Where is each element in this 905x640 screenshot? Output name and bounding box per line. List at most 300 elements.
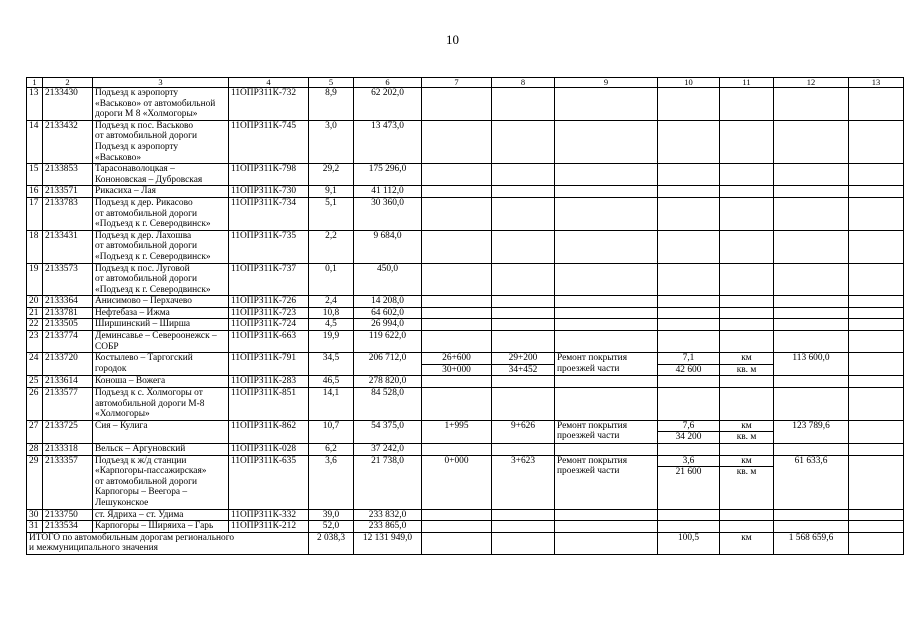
row-number: 20 <box>27 296 43 308</box>
road-cost: 119 622,0 <box>354 331 422 353</box>
work-volume <box>658 230 720 263</box>
row-number: 24 <box>27 353 43 376</box>
total-label-line: ИТОГО по автомобильным дорогам регионального <box>29 532 235 543</box>
road-name-line: СОБР <box>95 341 119 352</box>
road-code: 2133720 <box>43 353 93 376</box>
work-volume <box>658 120 720 163</box>
road-name-line: «Карпогоры-пассажирская» <box>95 466 207 477</box>
road-code: 2133725 <box>43 420 93 443</box>
work-volume <box>658 521 720 533</box>
work-cost <box>774 88 849 121</box>
table-row <box>27 509 904 521</box>
work-cost <box>774 296 849 308</box>
road-name-line: Подъезд к пос. Васьково <box>95 120 194 131</box>
empty-cell <box>849 164 904 186</box>
column-number: 8 <box>492 78 555 88</box>
road-name-line: от автомобильной дороги <box>95 241 197 252</box>
road-name-line: «Холмогоры» <box>95 409 150 420</box>
road-cost: 175 296,0 <box>354 164 422 186</box>
empty-cell <box>849 230 904 263</box>
road-name-line: Сия – Кулига <box>95 420 148 431</box>
work-type-line: Ремонт покрытия <box>557 353 628 364</box>
work-value: 3,6 <box>682 455 695 466</box>
road-id: 11ОПРЗ11К-212 <box>229 521 309 533</box>
work-cost <box>774 444 849 456</box>
work-value: 34 200 <box>658 431 719 443</box>
work-type <box>555 197 658 230</box>
road-id: 11ОПРЗ11К-635 <box>229 455 309 509</box>
work-value: кв. м <box>720 364 773 376</box>
road-name-line: дороги М 8 «Холмогоры» <box>95 109 198 120</box>
road-length: 3,6 <box>309 455 354 509</box>
road-name <box>93 319 229 331</box>
road-id: 11ОПРЗ11К-730 <box>229 186 309 198</box>
road-name-line: Ширшинский – Ширша <box>95 319 191 330</box>
road-length: 4,5 <box>309 319 354 331</box>
road-cost: 9 684,0 <box>354 230 422 263</box>
work-type-line: проезжей части <box>557 431 620 442</box>
work-type <box>555 186 658 198</box>
road-length: 14,1 <box>309 388 354 421</box>
table-row <box>27 197 904 230</box>
empty-cell <box>555 532 658 554</box>
section-start <box>422 353 492 376</box>
road-cost: 30 360,0 <box>354 197 422 230</box>
work-cost <box>774 120 849 163</box>
road-id: 11ОПРЗ11К-734 <box>229 197 309 230</box>
empty-cell <box>492 532 555 554</box>
work-unit <box>720 120 774 163</box>
work-volume <box>658 353 720 376</box>
road-length: 6,2 <box>309 444 354 456</box>
page-number: 10 <box>446 32 459 47</box>
road-name <box>93 263 229 296</box>
column-number: 2 <box>43 78 93 88</box>
work-type <box>555 164 658 186</box>
road-code: 2133750 <box>43 509 93 521</box>
road-length: 34,5 <box>309 353 354 376</box>
work-unit <box>720 296 774 308</box>
road-code: 2133534 <box>43 521 93 533</box>
section-value: 3+623 <box>510 455 536 466</box>
total-unit: км <box>720 532 774 554</box>
road-name-line: Подъезд к аэропорту <box>95 88 179 98</box>
road-name <box>93 296 229 308</box>
empty-cell <box>849 444 904 456</box>
road-length: 29,2 <box>309 164 354 186</box>
empty-cell <box>849 420 904 443</box>
column-number: 7 <box>422 78 492 88</box>
work-type-line: проезжей части <box>557 466 620 477</box>
road-name-line: «Подъезд к г. Северодвинск» <box>95 284 211 295</box>
row-number: 19 <box>27 263 43 296</box>
road-name <box>93 186 229 198</box>
road-cost: 233 865,0 <box>354 521 422 533</box>
road-name-line: Подъезд к дер. Лахошва <box>95 230 192 241</box>
section-end <box>492 296 555 308</box>
road-cost: 26 994,0 <box>354 319 422 331</box>
section-start <box>422 88 492 121</box>
empty-cell <box>849 296 904 308</box>
road-cost: 14 208,0 <box>354 296 422 308</box>
work-type-line: Ремонт покрытия <box>557 455 628 466</box>
section-start <box>422 521 492 533</box>
work-cost: 123 789,6 <box>774 420 849 443</box>
work-type <box>555 455 658 509</box>
work-unit <box>720 331 774 353</box>
column-number-row <box>27 78 904 88</box>
work-cost: 61 633,6 <box>774 455 849 509</box>
work-unit <box>720 420 774 443</box>
row-number: 14 <box>27 120 43 163</box>
work-unit <box>720 88 774 121</box>
section-end <box>492 444 555 456</box>
road-name-line: Рикасиха – Лая <box>95 186 156 197</box>
work-unit <box>720 263 774 296</box>
road-name-line: «Васьково» <box>95 152 142 163</box>
work-type <box>555 331 658 353</box>
road-name-line: Деминсавье – Североонежск – <box>95 331 217 342</box>
row-number: 23 <box>27 331 43 353</box>
column-number: 3 <box>93 78 229 88</box>
empty-cell <box>849 88 904 121</box>
empty-cell <box>849 263 904 296</box>
road-name <box>93 388 229 421</box>
road-length: 2,2 <box>309 230 354 263</box>
road-name-line: Анисимово – Перхачево <box>95 296 192 307</box>
row-number: 18 <box>27 230 43 263</box>
road-length: 10,7 <box>309 420 354 443</box>
road-code: 2133781 <box>43 307 93 319</box>
road-length: 9,1 <box>309 186 354 198</box>
empty-cell <box>849 455 904 509</box>
road-cost: 64 602,0 <box>354 307 422 319</box>
table-row <box>27 444 904 456</box>
road-length: 46,5 <box>309 376 354 388</box>
work-cost <box>774 186 849 198</box>
section-value: 9+626 <box>510 420 536 431</box>
table-row <box>27 319 904 331</box>
total-work-cost: 1 568 659,6 <box>774 532 849 554</box>
road-cost: 13 473,0 <box>354 120 422 163</box>
table-row <box>27 455 904 509</box>
road-length: 2,4 <box>309 296 354 308</box>
table-row <box>27 420 904 443</box>
road-code: 2133318 <box>43 444 93 456</box>
road-name <box>93 509 229 521</box>
work-type <box>555 307 658 319</box>
empty-cell <box>849 197 904 230</box>
work-cost <box>774 307 849 319</box>
work-cost <box>774 263 849 296</box>
road-name-line: Тарасонаволоцкая – <box>95 164 175 175</box>
work-volume <box>658 444 720 456</box>
road-name-line: Карпогоры – Веегора – <box>95 487 188 498</box>
column-number: 13 <box>849 78 904 88</box>
road-cost: 84 528,0 <box>354 388 422 421</box>
road-length: 5,1 <box>309 197 354 230</box>
table-row <box>27 307 904 319</box>
road-length: 39,0 <box>309 509 354 521</box>
section-value: 26+600 <box>442 353 471 364</box>
road-cost: 37 242,0 <box>354 444 422 456</box>
work-type <box>555 444 658 456</box>
empty-cell <box>849 120 904 163</box>
road-id: 11ОПРЗ11К-745 <box>229 120 309 163</box>
column-number: 9 <box>555 78 658 88</box>
work-volume <box>658 296 720 308</box>
table-row <box>27 296 904 308</box>
work-unit <box>720 509 774 521</box>
work-volume <box>658 509 720 521</box>
total-volume: 100,5 <box>658 532 720 554</box>
table-row <box>27 376 904 388</box>
column-number: 5 <box>309 78 354 88</box>
table-row <box>27 353 904 376</box>
road-name-line: Подъезд к пос. Луговой <box>95 263 190 274</box>
row-number: 31 <box>27 521 43 533</box>
road-code: 2133505 <box>43 319 93 331</box>
work-value: 7,6 <box>682 420 695 431</box>
road-name-line: ст. Ядриха – ст. Удима <box>95 509 184 520</box>
road-id: 11ОПРЗ11К-332 <box>229 509 309 521</box>
row-number: 26 <box>27 388 43 421</box>
road-id: 11ОПРЗ11К-798 <box>229 164 309 186</box>
road-id: 11ОПРЗ11К-791 <box>229 353 309 376</box>
road-length: 0,1 <box>309 263 354 296</box>
road-id: 11ОПРЗ11К-862 <box>229 420 309 443</box>
road-name-line: «Подъезд к г. Северодвинск» <box>95 219 211 230</box>
work-type <box>555 296 658 308</box>
road-name-line: Коноша – Вожега <box>95 376 166 387</box>
road-name <box>93 455 229 509</box>
work-unit <box>720 388 774 421</box>
road-length: 19,9 <box>309 331 354 353</box>
work-volume <box>658 319 720 331</box>
work-type <box>555 120 658 163</box>
section-end <box>492 263 555 296</box>
road-name-line: Подъезд к дер. Рикасово <box>95 197 193 208</box>
road-id: 11ОПРЗ11К-851 <box>229 388 309 421</box>
road-cost: 41 112,0 <box>354 186 422 198</box>
road-code: 2133783 <box>43 197 93 230</box>
column-number: 12 <box>774 78 849 88</box>
work-type <box>555 353 658 376</box>
road-id: 11ОПРЗ11К-735 <box>229 230 309 263</box>
section-start <box>422 263 492 296</box>
work-volume <box>658 455 720 509</box>
row-number: 21 <box>27 307 43 319</box>
section-end <box>492 388 555 421</box>
road-id: 11ОПРЗ11К-724 <box>229 319 309 331</box>
road-code: 2133431 <box>43 230 93 263</box>
work-unit <box>720 164 774 186</box>
section-start <box>422 444 492 456</box>
empty-cell <box>849 521 904 533</box>
road-code: 2133364 <box>43 296 93 308</box>
road-repair-table <box>26 77 904 555</box>
work-cost <box>774 388 849 421</box>
work-value: км <box>741 420 752 431</box>
road-code: 2133573 <box>43 263 93 296</box>
row-number: 15 <box>27 164 43 186</box>
work-unit <box>720 455 774 509</box>
table-row <box>27 331 904 353</box>
road-name-line: от автомобильной дороги <box>95 274 197 285</box>
row-number: 16 <box>27 186 43 198</box>
empty-cell <box>849 319 904 331</box>
column-number: 11 <box>720 78 774 88</box>
work-value: 42 600 <box>658 364 719 376</box>
road-cost: 206 712,0 <box>354 353 422 376</box>
road-name-line: Нефтебаза – Ижма <box>95 307 170 318</box>
total-length: 2 038,3 <box>309 532 354 554</box>
work-unit <box>720 319 774 331</box>
road-id: 11ОПРЗ11К-732 <box>229 88 309 121</box>
section-end <box>492 186 555 198</box>
section-start <box>422 164 492 186</box>
column-number: 6 <box>354 78 422 88</box>
road-name-line: от автомобильной дороги <box>95 208 197 219</box>
empty-cell <box>422 532 492 554</box>
work-unit <box>720 521 774 533</box>
road-name-line: Костылево – Таргогский <box>95 353 193 364</box>
work-type <box>555 521 658 533</box>
section-start <box>422 319 492 331</box>
work-volume <box>658 388 720 421</box>
section-end <box>492 353 555 376</box>
row-number: 27 <box>27 420 43 443</box>
section-start <box>422 186 492 198</box>
work-type <box>555 230 658 263</box>
section-start <box>422 388 492 421</box>
road-name-line: Подъезд к с. Холмогоры от <box>95 388 203 399</box>
road-name <box>93 197 229 230</box>
road-code: 2133432 <box>43 120 93 163</box>
work-cost <box>774 331 849 353</box>
section-value: 34+452 <box>492 364 554 376</box>
road-name-line: «Подъезд к г. Северодвинск» <box>95 251 211 262</box>
road-length: 10,8 <box>309 307 354 319</box>
work-cost: 113 600,0 <box>774 353 849 376</box>
section-end <box>492 455 555 509</box>
work-type <box>555 88 658 121</box>
column-number: 10 <box>658 78 720 88</box>
section-start <box>422 307 492 319</box>
row-number: 29 <box>27 455 43 509</box>
section-end <box>492 88 555 121</box>
section-value: 1+995 <box>444 420 469 431</box>
road-name-line: городок <box>95 363 127 374</box>
road-code: 2133614 <box>43 376 93 388</box>
road-name <box>93 444 229 456</box>
section-end <box>492 120 555 163</box>
road-length: 52,0 <box>309 521 354 533</box>
road-name <box>93 376 229 388</box>
work-cost <box>774 164 849 186</box>
work-cost <box>774 521 849 533</box>
section-value: 0+000 <box>444 455 469 466</box>
road-name <box>93 420 229 443</box>
work-type-line: Ремонт покрытия <box>557 420 628 431</box>
work-unit <box>720 353 774 376</box>
work-value: 7,1 <box>682 353 695 364</box>
section-end <box>492 307 555 319</box>
section-end <box>492 521 555 533</box>
road-cost: 278 820,0 <box>354 376 422 388</box>
work-unit <box>720 376 774 388</box>
road-cost: 233 832,0 <box>354 509 422 521</box>
table-row <box>27 120 904 163</box>
section-end <box>492 509 555 521</box>
work-value: км <box>741 455 752 466</box>
empty-cell <box>849 532 904 554</box>
row-number: 13 <box>27 88 43 121</box>
work-cost <box>774 230 849 263</box>
section-end <box>492 376 555 388</box>
work-volume <box>658 420 720 443</box>
section-start <box>422 420 492 443</box>
work-volume <box>658 164 720 186</box>
total-cost: 12 131 949,0 <box>354 532 422 554</box>
work-unit <box>720 186 774 198</box>
work-type-line: проезжей части <box>557 363 620 374</box>
section-start <box>422 376 492 388</box>
work-volume <box>658 197 720 230</box>
section-value: 30+000 <box>422 364 491 376</box>
road-id: 11ОПРЗ11К-723 <box>229 307 309 319</box>
work-type <box>555 509 658 521</box>
road-name-line: Подъезд к аэропорту <box>95 141 179 152</box>
section-start <box>422 509 492 521</box>
road-cost: 21 738,0 <box>354 455 422 509</box>
table-row <box>27 263 904 296</box>
road-name <box>93 521 229 533</box>
road-code: 2133357 <box>43 455 93 509</box>
road-id: 11ОПРЗ11К-726 <box>229 296 309 308</box>
road-name-line: автомобильной дороги М-8 <box>95 398 205 409</box>
road-name-line: Кононовская – Дубровская <box>95 174 203 185</box>
road-name <box>93 307 229 319</box>
road-id: 11ОПРЗ11К-028 <box>229 444 309 456</box>
work-volume <box>658 263 720 296</box>
road-cost: 450,0 <box>354 263 422 296</box>
work-cost <box>774 509 849 521</box>
empty-cell <box>849 388 904 421</box>
section-start <box>422 331 492 353</box>
road-id: 11ОПРЗ11К-737 <box>229 263 309 296</box>
road-cost: 54 375,0 <box>354 420 422 443</box>
empty-cell <box>849 307 904 319</box>
empty-cell <box>849 331 904 353</box>
section-end <box>492 331 555 353</box>
section-start <box>422 197 492 230</box>
work-type <box>555 376 658 388</box>
road-code: 2133577 <box>43 388 93 421</box>
work-cost <box>774 319 849 331</box>
work-cost <box>774 197 849 230</box>
work-type <box>555 420 658 443</box>
work-type <box>555 388 658 421</box>
work-value: кв. м <box>720 466 773 478</box>
section-end <box>492 164 555 186</box>
section-end <box>492 197 555 230</box>
row-number: 17 <box>27 197 43 230</box>
road-length: 8,9 <box>309 88 354 121</box>
section-end <box>492 230 555 263</box>
table-row <box>27 388 904 421</box>
road-name-line: Подъезд к ж/д станции <box>95 455 187 466</box>
